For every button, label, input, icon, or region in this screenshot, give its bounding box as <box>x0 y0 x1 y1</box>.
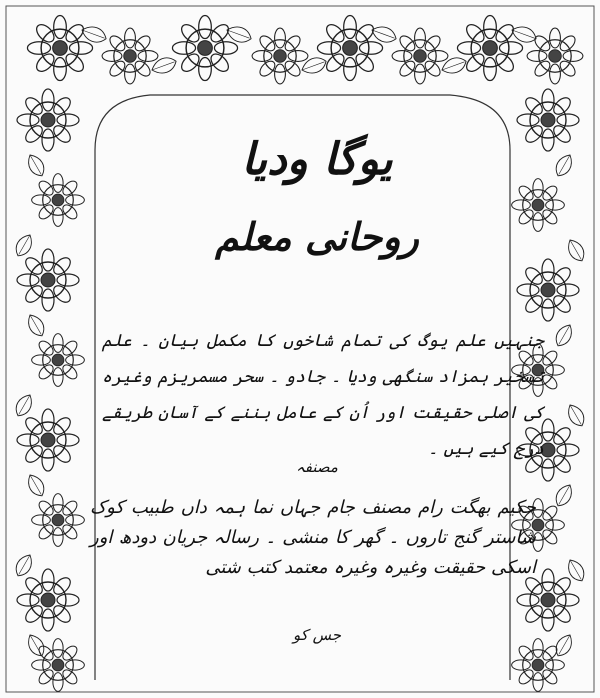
border-leaf-icon <box>564 402 588 430</box>
book-description: جنہیں علم یوگ کی تمام شاخوں کا مکمل بیان ۔ علم تسخیر ہمزاد سنگھی ودیا ۔ جادو ۔ سحر مسمریزم وغیرہ کی اصلی حقیقت اور اُن کے عامل بننے کے آسان طریقے درج کیے ہیں ۔ <box>102 331 544 459</box>
border-leaf-icon <box>12 232 36 260</box>
border-flower-icon <box>517 259 579 321</box>
footer-text: جس کو <box>292 626 342 644</box>
border-leaf-icon <box>552 482 576 510</box>
border-leaf-icon <box>552 632 576 660</box>
border-leaf-icon <box>12 392 36 420</box>
border-leaf-icon <box>24 312 48 340</box>
border-leaf-icon <box>440 54 469 76</box>
border-flower-icon <box>32 334 85 387</box>
border-leaf-icon <box>24 152 48 180</box>
book-title: یوگا ودیا <box>241 134 393 185</box>
title-page-text <box>90 128 544 668</box>
border-flower-icon <box>32 174 85 227</box>
border-leaf-icon <box>564 237 588 265</box>
border-leaf-icon <box>150 54 179 76</box>
border-flower-icon <box>392 28 448 84</box>
border-flower-icon <box>457 15 522 80</box>
book-subtitle: روحانی معلم <box>215 214 419 259</box>
border-flower-icon <box>32 639 85 692</box>
border-leaf-icon <box>12 552 36 580</box>
border-leaf-icon <box>552 322 576 350</box>
border-leaf-icon <box>552 152 576 180</box>
border-leaf-icon <box>564 557 588 585</box>
border-flower-icon <box>172 15 237 80</box>
border-leaf-icon <box>24 632 48 660</box>
border-leaf-icon <box>300 54 329 76</box>
border-flower-icon <box>517 89 579 151</box>
border-flower-icon <box>17 409 79 471</box>
border-flower-icon <box>17 89 79 151</box>
border-flower-icon <box>317 15 382 80</box>
border-flower-icon <box>17 569 79 631</box>
border-flower-icon <box>27 15 92 80</box>
author-label: مصنفہ <box>296 458 338 476</box>
border-flower-icon <box>32 494 85 547</box>
border-leaf-icon <box>24 472 48 500</box>
border-flower-icon <box>252 28 308 84</box>
border-flower-icon <box>102 28 158 84</box>
author-info: حکیم بھگت رام مصنف جام جہاں نما ہمہ داں طبیب کوک شاستر گنج تاروں ۔ گھر کا منشی ۔ رسالہ جریان دودھ اور اسکی حقیقت وغیرہ وغیرہ معتمد کتب شتی <box>90 497 536 578</box>
border-flower-icon <box>17 249 79 311</box>
